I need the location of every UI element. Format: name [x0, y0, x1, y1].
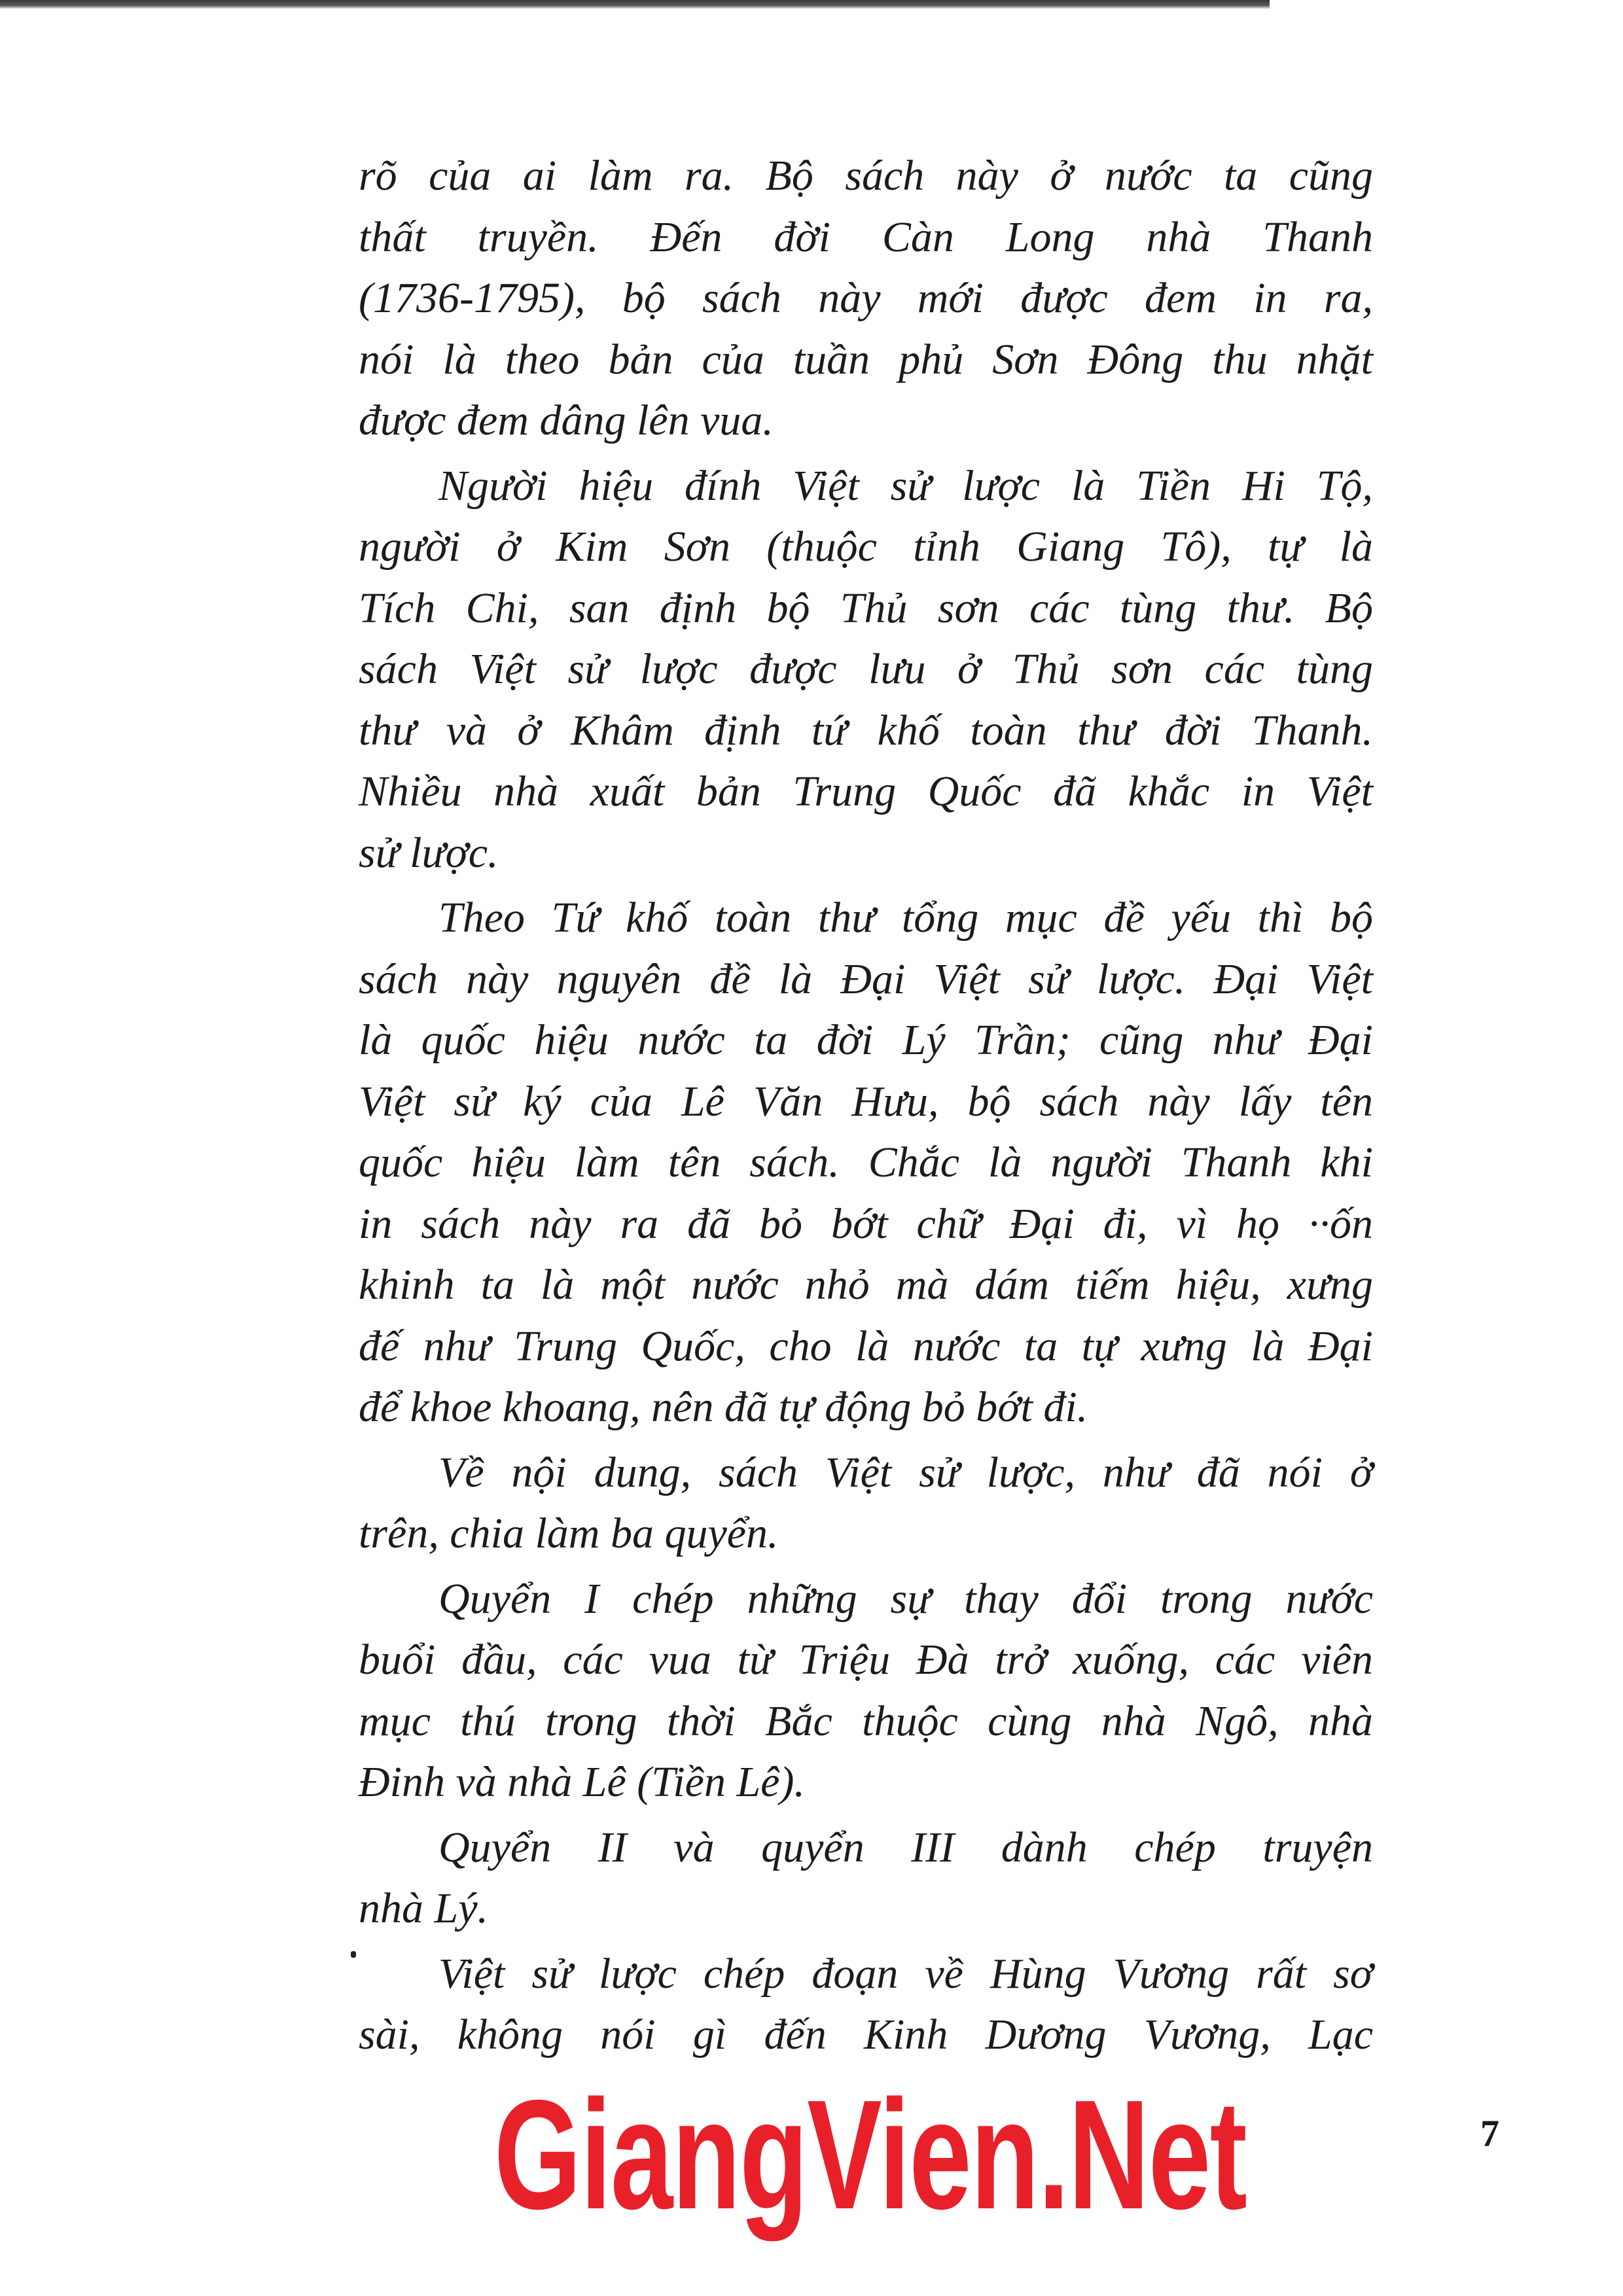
text-line: sử lược. [359, 828, 499, 877]
paragraph-4 [359, 1442, 1373, 1564]
text-line: Việt sử lược chép đoạn về Hùng Vương rất sơ [438, 1949, 1373, 1998]
text-line: Đinh và nhà Lê (Tiền Lê). [359, 1758, 805, 1806]
body-text [359, 145, 1373, 2070]
text-line: quốc hiệu làm tên sách. Chắc là người Thanh khi [359, 1139, 1373, 1186]
paragraph-2 [359, 455, 1373, 884]
scan-top-border [0, 0, 1270, 9]
text-line: người ở Kim Sơn (thuộc tỉnh Giang Tô), tự là [359, 523, 1373, 571]
text-line: khinh ta là một nước nhỏ mà dám tiếm hiệu, xưng [359, 1261, 1373, 1309]
text-line: Theo Tứ khố toàn thư tổng mục đề yếu thì bộ [438, 894, 1373, 942]
text-line: in sách này ra đã bỏ bớt chữ Đại đi, vì họ ··ốn [359, 1199, 1373, 1248]
text-line: sách này nguyên đề là Đại Việt sử lược. Đại Việt [359, 955, 1373, 1003]
paragraph-7 [359, 1943, 1373, 2066]
text-line: được đem dâng lên vua. [359, 397, 774, 444]
text-line: sài, không nói gì đến Kinh Dương Vương, Lạc [359, 2011, 1373, 2058]
paragraph-1 [359, 145, 1373, 451]
text-line: buổi đầu, các vua từ Triệu Đà trở xuống, các viên [359, 1636, 1373, 1684]
text-line: nói là theo bản của tuần phủ Sơn Đông thu nhặt [359, 335, 1373, 383]
text-line: Việt sử ký của Lê Văn Hưu, bộ sách này lấy tên [359, 1077, 1373, 1125]
text-line: thư và ở Khâm định tứ khố toàn thư đời Thanh. [359, 706, 1373, 754]
text-line: Quyển I chép những sự thay đổi trong nước [438, 1574, 1373, 1623]
ink-speck [351, 1951, 356, 1958]
text-line: rõ của ai làm ra. Bộ sách này ở nước ta cũng [359, 152, 1373, 200]
paragraph-5 [359, 1568, 1373, 1813]
page-number: 7 [1480, 2112, 1499, 2155]
paragraph-6 [359, 1817, 1373, 1939]
text-line: Tích Chi, san định bộ Thủ sơn các tùng thư. Bộ [359, 584, 1373, 632]
text-line: sách Việt sử lược được lưu ở Thủ sơn các tùng [359, 645, 1373, 693]
text-line: Về nội dung, sách Việt sử lược, như đã nói ở [438, 1448, 1373, 1496]
text-line: đế như Trung Quốc, cho là nước ta tự xưng là Đại [359, 1322, 1373, 1370]
text-line: mục thú trong thời Bắc thuộc cùng nhà Ngô, nhà [359, 1697, 1373, 1745]
text-line: (1736-1795), bộ sách này mới được đem in ra, [359, 274, 1373, 322]
text-line: Người hiệu đính Việt sử lược là Tiền Hi Tộ, [438, 461, 1373, 510]
text-line: Nhiều nhà xuất bản Trung Quốc đã khắc in Việt [359, 768, 1373, 815]
text-line: thất truyền. Đến đời Càn Long nhà Thanh [359, 213, 1373, 261]
paragraph-3 [359, 887, 1373, 1438]
text-line: để khoe khoang, nên đã tự động bỏ bớt đi. [359, 1383, 1088, 1431]
text-line: nhà Lý. [359, 1884, 488, 1932]
text-line: là quốc hiệu nước ta đời Lý Trần; cũng như Đại [359, 1016, 1373, 1064]
text-line: Quyển II và quyển III dành chép truyện [438, 1823, 1373, 1871]
watermark-logo: GiangVien.Net [494, 2068, 1247, 2242]
text-line: trên, chia làm ba quyển. [359, 1510, 779, 1557]
